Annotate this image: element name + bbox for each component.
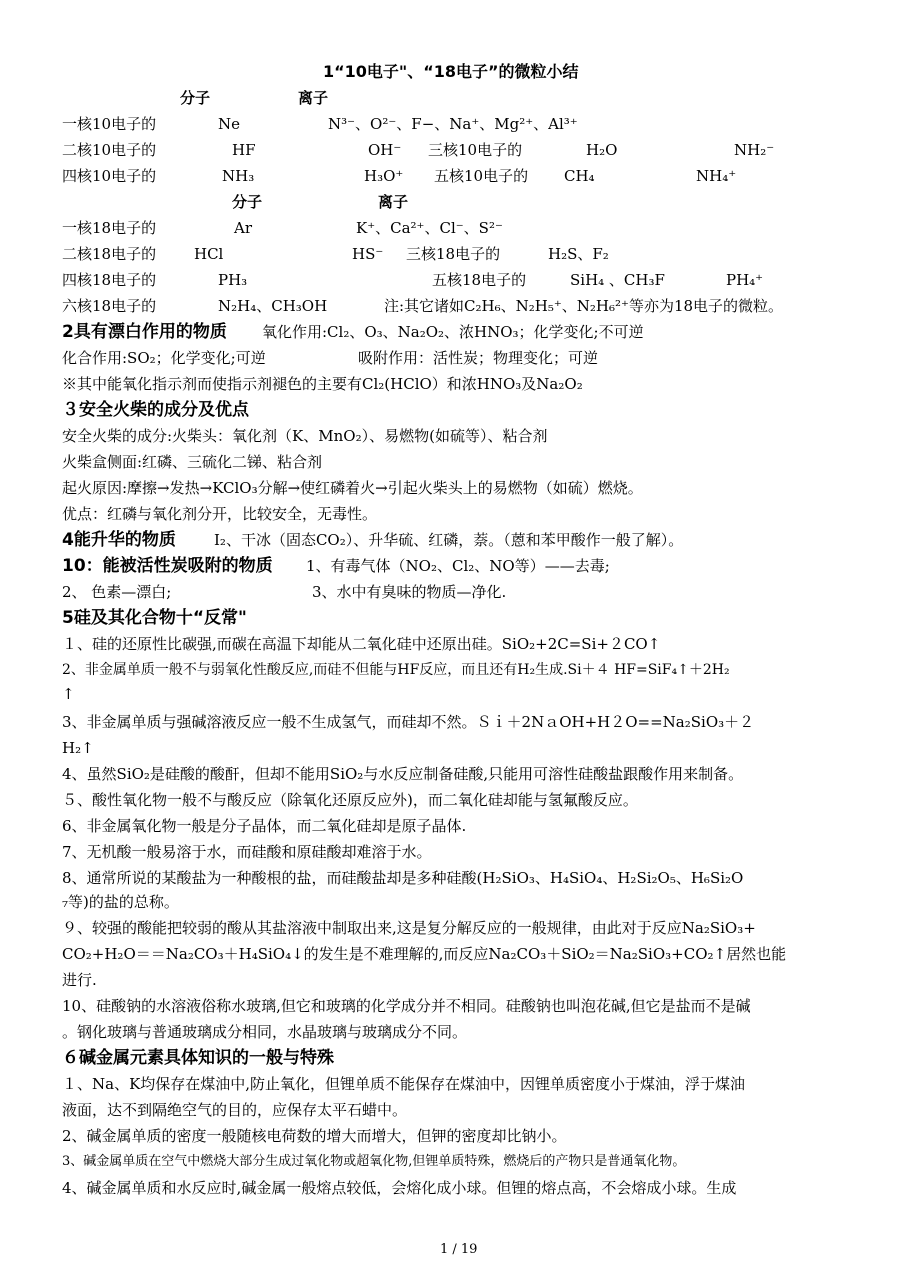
ion-cell: NH₄⁺ <box>696 167 737 185</box>
row-label: 五核18电子的 <box>432 271 527 289</box>
page-number: 1 / 19 <box>440 1242 478 1257</box>
page-title: 1“10电子"、“18电子”的微粒小结 <box>323 62 579 81</box>
row-label: 三核10电子的 <box>428 141 523 159</box>
list-item: 6、非金属氧化物一般是分子晶体，而二氧化硅却是原子晶体. <box>62 817 467 835</box>
paragraph-line: 氧化作用:Cl₂、O₃、Na₂O₂、浓HNO₃；化学变化;不可逆 <box>262 323 644 341</box>
list-item: 3、碱金属单质在空气中燃烧大部分生成过氧化物或超氧化物,但锂单质特殊，燃烧后的产物只是普通氧化物。 <box>62 1154 686 1169</box>
paragraph-line: 优点：红磷与氧化剂分开，比较安全，无毒性。 <box>62 505 378 523</box>
list-item: ↑ <box>62 685 75 703</box>
section-heading: 10：能被活性炭吸附的物质 <box>62 556 273 576</box>
table-header-ion: 离子 <box>378 193 409 211</box>
paragraph-line: 3、水中有臭味的物质—净化. <box>312 583 507 601</box>
molecule-cell: PH₃ <box>218 271 248 289</box>
paragraph-line: 化合作用:SO₂；化学变化;可逆 <box>62 349 266 367</box>
list-item: 4、虽然SiO₂是硅酸的酸酐，但却不能用SiO₂与水反应制备硅酸,只能用可溶性硅酸盐跟酸作用来制备。 <box>62 765 744 783</box>
ion-cell: H₃O⁺ <box>364 167 404 185</box>
molecule-cell: H₂O <box>586 141 618 159</box>
ion-cell: NH₂⁻ <box>734 141 775 159</box>
paragraph-line: ※其中能氧化指示剂而使指示剂褪色的主要有Cl₂(HClO）和浓HNO₃及Na₂O₂ <box>62 375 583 393</box>
ion-cell: N³⁻、O²⁻、F−、Na⁺、Mg²⁺、Al³⁺ <box>328 115 578 133</box>
molecule-cell: Ne <box>218 115 241 133</box>
paragraph-line: 火柴盒侧面:红磷、三硫化二锑、粘合剂 <box>62 453 323 471</box>
ion-cell: OH⁻ <box>368 141 402 159</box>
row-label: 四核10电子的 <box>62 167 157 185</box>
molecule-cell: Ar <box>234 219 253 237</box>
row-label: 六核18电子的 <box>62 297 157 315</box>
list-item: 进行. <box>62 971 97 989</box>
section-heading: ６碱金属元素具体知识的一般与特殊 <box>62 1048 334 1068</box>
row-label: 一核10电子的 <box>62 115 157 133</box>
ion-cell: PH₄⁺ <box>726 271 764 289</box>
molecule-cell: N₂H₄、CH₃OH <box>218 297 328 315</box>
molecule-cell: NH₃ <box>222 167 255 185</box>
molecule-cell: HCl <box>194 245 224 263</box>
list-item: ９、较强的酸能把较弱的酸从其盐溶液中制取出来,这是复分解反应的一般规律，由此对于反应Na₂SiO₃+ <box>62 919 756 937</box>
paragraph-line: 吸附作用：活性炭；物理变化；可逆 <box>358 349 599 367</box>
section-heading: 4能升华的物质 <box>62 530 176 550</box>
list-item: 8、通常所说的某酸盐为一种酸根的盐，而硅酸盐却是多种硅酸(H₂SiO₃、H₄SiO₄、H₂Si₂O₅、H₆Si₂O <box>62 869 744 887</box>
table-header-molecule: 分子 <box>180 89 211 107</box>
paragraph-line: 1、有毒气体（NO₂、Cl₂、NO等）——去毒; <box>306 557 610 575</box>
list-item: 3、非金属单质与强碱溶液反应一般不生成氢气，而硅却不然。Ｓｉ＋2NａOH+H２O==Na₂SiO₃＋２ <box>62 713 755 731</box>
list-item: 7、无机酸一般易溶于水，而硅酸和原硅酸却难溶于水。 <box>62 843 432 861</box>
table-header-ion: 离子 <box>298 89 329 107</box>
paragraph-line: 2、 色素—漂白; <box>62 583 172 601</box>
molecule-cell: H₂S、F₂ <box>548 245 609 263</box>
list-item: 4、碱金属单质和水反应时,碱金属一般熔点较低，会熔化成小球。但锂的熔点高，不会熔成小球。生成 <box>62 1179 737 1197</box>
row-label: 四核18电子的 <box>62 271 157 289</box>
molecule-cell: CH₄ <box>564 167 595 185</box>
paragraph-line: I₂、干冰（固态CO₂）、升华硫、红磷，萘。（蒽和苯甲酸作一般了解）。 <box>214 531 684 549</box>
list-item: 2、碱金属单质的密度一般随核电荷数的增大而增大，但钾的密度却比钠小。 <box>62 1127 567 1145</box>
row-label: 五核10电子的 <box>434 167 529 185</box>
section-heading: ３安全火柴的成分及优点 <box>62 400 249 420</box>
list-item: H₂↑ <box>62 739 94 757</box>
row-label: 一核18电子的 <box>62 219 157 237</box>
list-item: ５、酸性氧化物一般不与酸反应（除氧化还原反应外)，而二氧化硅却能与氢氟酸反应。 <box>62 791 638 809</box>
list-item: 液面，达不到隔绝空气的目的，应保存太平石蜡中。 <box>62 1101 408 1119</box>
section-heading: 5硅及其化合物十“反常" <box>62 608 247 628</box>
list-item: 10、硅酸钠的水溶液俗称水玻璃,但它和玻璃的化学成分并不相同。硅酸钠也叫泡花碱,但它是盐而不是碱 <box>62 997 751 1015</box>
list-item: １、Na、K均保存在煤油中,防止氧化，但锂单质不能保存在煤油中，因锂单质密度小于煤油，浮于煤油 <box>62 1075 746 1093</box>
paragraph-line: 安全火柴的成分:火柴头：氧化剂（K、MnO₂）、易燃物(如硫等）、粘合剂 <box>62 427 548 445</box>
list-item: 2、非金属单质一般不与弱氧化性酸反应,而硅不但能与HF反应，而且还有H₂生成.Si＋４ HF=SiF₄↑＋2H₂ <box>62 662 730 678</box>
molecule-cell: SiH₄ 、CH₃F <box>570 271 665 289</box>
row-label: 二核18电子的 <box>62 245 157 263</box>
section-heading: 2具有漂白作用的物质 <box>62 322 227 342</box>
list-item: 。钢化玻璃与普通玻璃成分相同，水晶玻璃与玻璃成分不同。 <box>62 1023 468 1041</box>
row-label: 二核10电子的 <box>62 141 157 159</box>
list-item: １、硅的还原性比碳强,而碳在高温下却能从二氧化硅中还原出硅。SiO₂+2C=Si+２CO↑ <box>62 635 661 653</box>
paragraph-line: 起火原因:摩擦→发热→KClO₃分解→使红磷着火→引起火柴头上的易燃物（如硫）燃烧。 <box>62 479 643 497</box>
list-item: CO₂+H₂O＝＝Na₂CO₃＋H₄SiO₄↓的发生是不难理解的,而反应Na₂CO₃＋SiO₂＝Na₂SiO₃+CO₂↑居然也能 <box>62 945 787 963</box>
molecule-cell: HF <box>232 141 256 159</box>
ion-cell: K⁺、Ca²⁺、Cl⁻、S²⁻ <box>356 219 503 237</box>
table-header-molecule: 分子 <box>232 193 263 211</box>
table-note: 注:其它诸如C₂H₆、N₂H₅⁺、N₂H₆²⁺等亦为18电子的微粒。 <box>384 297 784 315</box>
list-item: ₇等)的盐的总称。 <box>62 893 179 911</box>
row-label: 三核18电子的 <box>406 245 501 263</box>
ion-cell: HS⁻ <box>352 245 384 263</box>
